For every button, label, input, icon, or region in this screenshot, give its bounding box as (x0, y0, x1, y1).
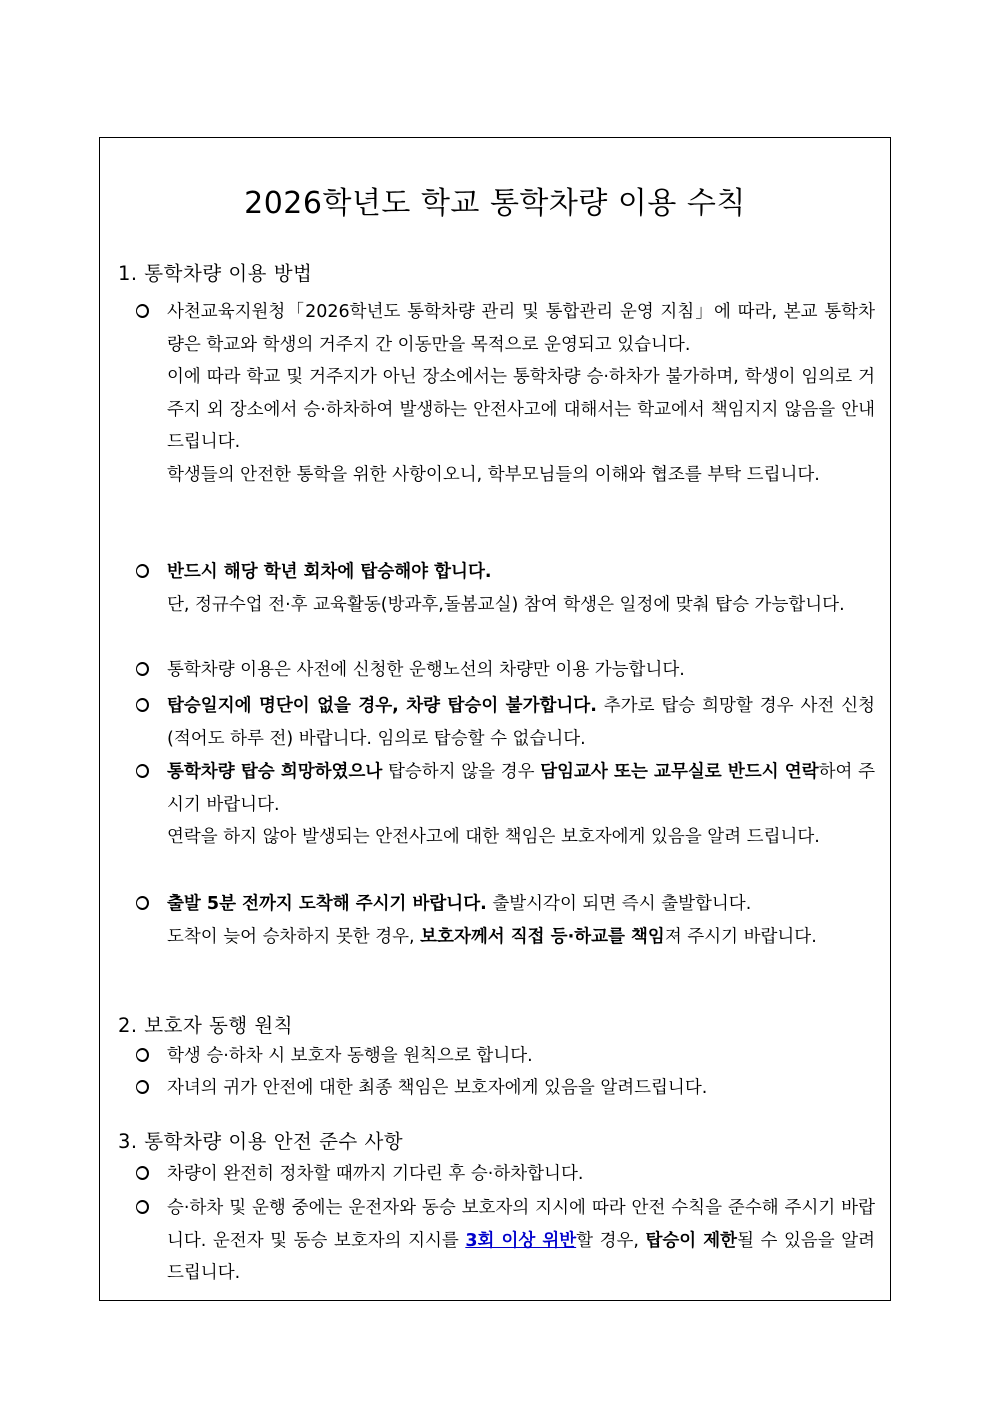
hollow-circle-bullet-icon (136, 756, 158, 789)
hollow-circle-bullet-icon (136, 1158, 158, 1191)
item-text: 출발시각이 되면 즉시 출발합니다. (486, 894, 752, 914)
list-item (136, 654, 875, 687)
list-item (136, 296, 875, 491)
page-title: 2026학년도 학교 통학차량 이용 수칙 (244, 186, 746, 221)
item-paragraph: 자녀의 귀가 안전에 대한 최종 책임은 보호자에게 있음을 알려드립니다. (167, 1078, 708, 1098)
list-item (136, 756, 875, 854)
hollow-circle-bullet-icon (136, 296, 158, 329)
hollow-circle-bullet-icon (136, 690, 158, 723)
item-text: 도착이 늦어 승차하지 못한 경우, (167, 926, 421, 947)
item-paragraph: 이에 따라 학교 및 거주지가 아닌 장소에서는 통학차량 승·하차가 불가하며, 학생이 임의로 거주지 외 장소에서 승·하차하여 발생하는 안전사고에 대해서는 학교에서 책임지지 않음을 안내드립니다. (167, 367, 875, 452)
item-text: 할 경우, (576, 1230, 646, 1251)
item-text: 추가로 탑승 희망할 경우 사전 신청(적어도 하루 전) 바랍니다. 임의로 탑승할 수 없습니다. (167, 696, 875, 749)
list-item (136, 690, 875, 755)
item-bold-lead: 탑승일지에 명단이 없을 경우, 차량 탑승이 불가합니다. (167, 696, 597, 716)
item-paragraph: 통학차량 이용은 사전에 신청한 운행노선의 차량만 이용 가능합니다. (167, 660, 685, 680)
item-paragraph: 학생 승·하차 시 보호자 동행을 원칙으로 합니다. (167, 1046, 533, 1066)
item-paragraph: 연락을 하지 않아 발생되는 안전사고에 대한 책임은 보호자에게 있음을 알려 드립니다. (167, 827, 820, 847)
list-item (136, 1040, 875, 1073)
item-bold-text: 탑승이 제한 (645, 1230, 738, 1251)
list-item (136, 1158, 875, 1191)
item-paragraph: 단, 정규수업 전·후 교육활동(방과후,돌봄교실) 참여 학생은 일정에 맞춰 탑승 가능합니다. (167, 594, 845, 615)
notice-box (99, 137, 891, 1301)
item-bold-text: 보호자께서 직접 등·하교를 책임 (420, 926, 665, 947)
item-text: 하여 주시기 바랍니다. (167, 762, 875, 815)
item-text: 될 수 있음을 알려드립니다. (167, 1230, 876, 1283)
hollow-circle-bullet-icon (136, 1072, 158, 1105)
section-heading-2: 2. 보호자 동행 원칙 (118, 1014, 294, 1037)
hollow-circle-bullet-icon (136, 1192, 158, 1225)
item-bold-text: 통학차량 탑승 희망하였으나 (167, 762, 383, 782)
hollow-circle-bullet-icon (136, 888, 158, 921)
hollow-circle-bullet-icon (136, 1040, 158, 1073)
item-paragraph: 학생들의 안전한 통학을 위한 사항이오니, 학부모님들의 이해와 협조를 부탁 드립니다. (167, 464, 820, 485)
hollow-circle-bullet-icon (136, 654, 158, 687)
item-text: 탑승하지 않을 경우 (382, 762, 541, 782)
item-paragraph: 사천교육지원청「2026학년도 통학차량 관리 및 통합관리 운영 지침」에 따라, 본교 통학차량은 학교와 학생의 거주지 간 이동만을 목적으로 운영되고 있습니다. (167, 302, 875, 355)
item-text: 져 주시기 바랍니다. (664, 926, 817, 947)
item-bold-lead: 반드시 해당 학년 회차에 탑승해야 합니다. (167, 562, 492, 582)
item-paragraph: 차량이 완전히 정차할 때까지 기다린 후 승·하차합니다. (167, 1164, 584, 1184)
section-heading-3: 3. 통학차량 이용 안전 준수 사항 (118, 1130, 404, 1153)
violation-count-link[interactable]: 3회 이상 위반 (465, 1230, 577, 1251)
list-item (136, 888, 875, 953)
item-bold-text: 담임교사 또는 교무실로 반드시 연락 (540, 762, 819, 782)
list-item (136, 1072, 875, 1105)
list-item (136, 1192, 875, 1290)
item-text: 승·하차 및 운행 중에는 운전자와 동승 보호자의 지시에 따라 안전 수칙을 준수해 주시기 바랍니다. 운전자 및 동승 보호자의 지시를 (167, 1198, 875, 1251)
list-item (136, 556, 875, 621)
item-bold-text: 출발 5분 전까지 도착해 주시기 바랍니다. (167, 894, 487, 914)
hollow-circle-bullet-icon (136, 556, 158, 589)
section-heading-1: 1. 통학차량 이용 방법 (118, 262, 313, 285)
